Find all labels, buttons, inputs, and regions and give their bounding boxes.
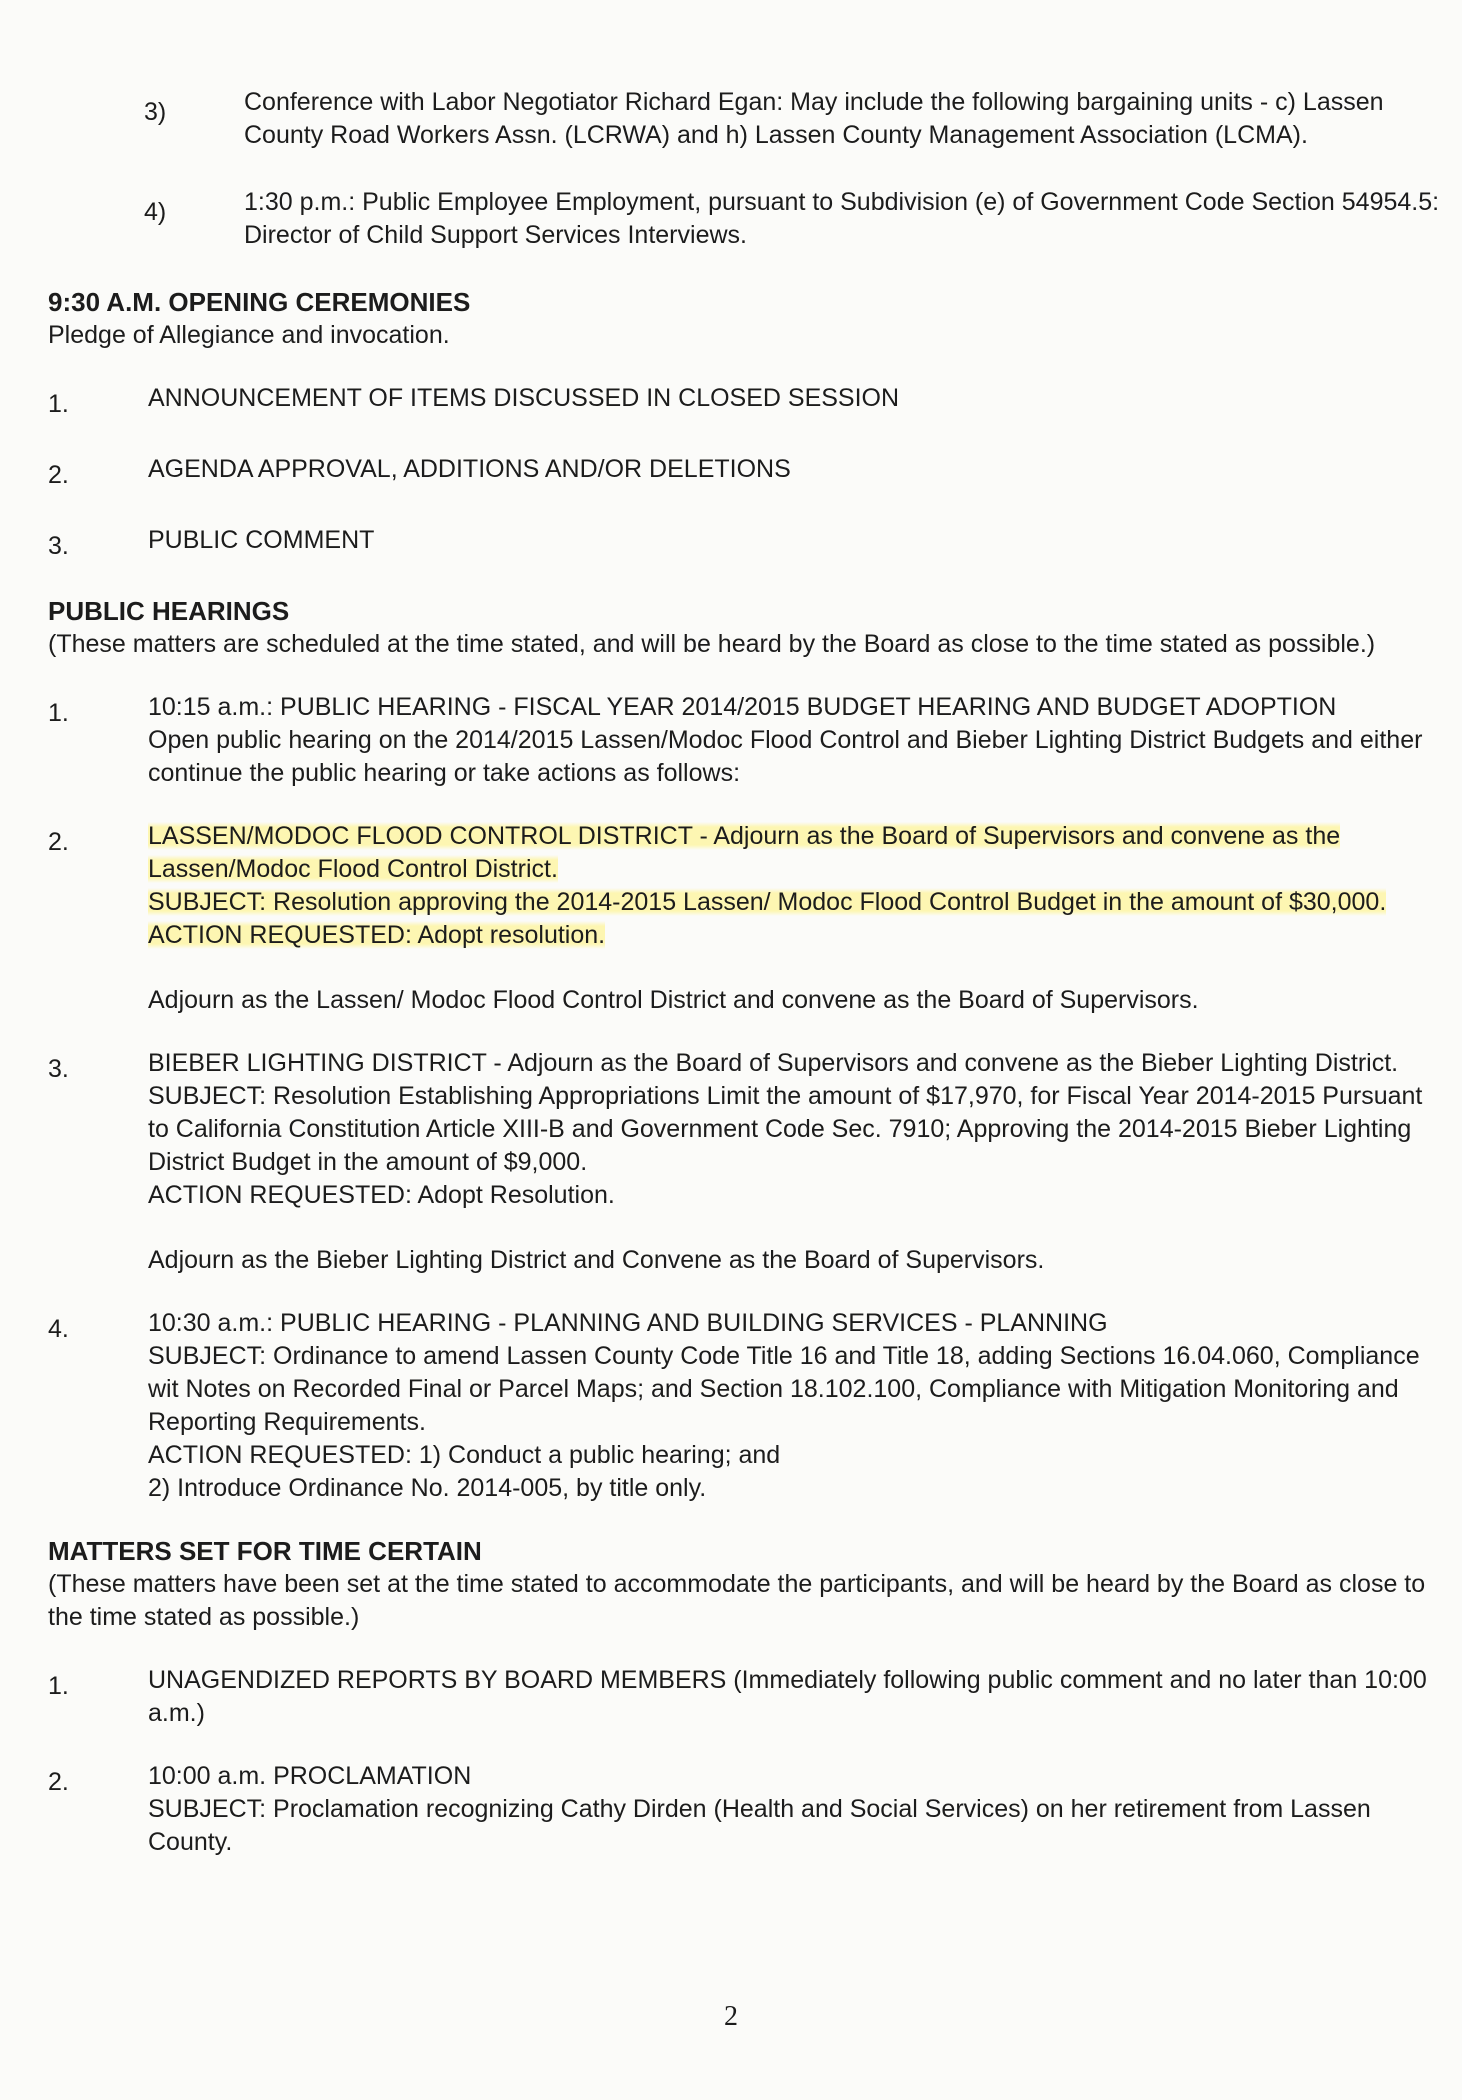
closed-session-list [48,86,1440,252]
item-line [148,724,1440,790]
item-text: Conference with Labor Negotiator Richard Egan: May include the following bargaining units - c) Lassen County Road Workers Assn. (LCRWA) and h) Lassen County Management Association (LCMA). [244,88,1384,149]
agenda-item [48,1760,1440,1859]
item-line-text: SUBJECT: Resolution approving the 2014-2015 Lassen/ Modoc Flood Control Budget in the amount of $30,000. [148,888,1387,916]
item-number: 1. [48,1672,69,1700]
opening-item [48,524,1440,563]
agenda-item [48,1047,1440,1277]
item-number: 1. [48,390,69,418]
opening-items-list [48,382,1440,563]
time-certain-list [48,1664,1440,1859]
time-certain-heading: MATTERS SET FOR TIME CERTAIN [48,1536,482,1566]
item-body [148,820,1440,1017]
item-text: 1:30 p.m.: Public Employee Employment, pursuant to Subdivision (e) of Government Code Section 54954.5: Director of Child Support Services Interviews. [244,188,1440,249]
item-line [148,691,1440,724]
opening-ceremonies-text: Pledge of Allegiance and invocation. [48,321,450,349]
page-number: 2 [724,2001,738,2032]
item-line-text: 2) Introduce Ordinance No. 2014-005, by title only. [148,1474,707,1502]
item-line-text: BIEBER LIGHTING DISTRICT - Adjourn as the Board of Supervisors and convene as the Bieber Lighting District. [148,1049,1399,1077]
adjourn-text: Adjourn as the Bieber Lighting District and Convene as the Board of Supervisors. [148,1246,1045,1274]
item-number: 4) [144,198,167,226]
public-hearings-heading: PUBLIC HEARINGS [48,596,290,626]
item-number: 3. [48,1055,69,1083]
agenda-item [48,1307,1440,1505]
opening-item [48,382,1440,421]
item-line-text: SUBJECT: Ordinance to amend Lassen County Code Title 16 and Title 18, adding Sections 16.04.060, Compliance wit Notes on Recorded Final or Parcel Maps; and Section 18.102.100, Compliance with Mitigation Monitoring and Reporting Requirements. [148,1342,1420,1436]
item-number: 3. [48,532,69,560]
opening-ceremonies-heading: 9:30 A.M. OPENING CEREMONIES [48,287,471,317]
agenda-item [48,1664,1440,1730]
item-line [148,1080,1440,1179]
public-hearings-note: (These matters are scheduled at the time stated, and will be heard by the Board as close to the time stated as possible.) [48,630,1376,658]
item-body [148,1047,1440,1277]
agenda-item [48,820,1440,1017]
item-line [148,1179,1440,1212]
adjourn-text: Adjourn as the Lassen/ Modoc Flood Control District and convene as the Board of Supervisors. [148,986,1199,1014]
item-number: 2. [48,461,69,489]
closed-session-item [144,86,1440,152]
item-line-text: 10:15 a.m.: PUBLIC HEARING - FISCAL YEAR 2014/2015 BUDGET HEARING AND BUDGET ADOPTION [148,693,1337,721]
item-line [148,1340,1440,1439]
item-line-text: ACTION REQUESTED: 1) Conduct a public hearing; and [148,1441,781,1469]
item-line [148,1760,1440,1793]
closed-session-item [144,186,1440,252]
item-line-text: Open public hearing on the 2014/2015 Lassen/Modoc Flood Control and Bieber Lighting District Budgets and either continue the public hearing or take actions as follows: [148,726,1423,787]
item-line-text: UNAGENDIZED REPORTS BY BOARD MEMBERS (Immediately following public comment and no later than 10:00 a.m.) [148,1666,1427,1727]
item-number: 2. [48,828,69,856]
item-body [148,1664,1440,1730]
item-line [148,886,1440,919]
public-hearings-list [48,691,1440,1505]
item-line-text: ACTION REQUESTED: Adopt resolution. [148,921,606,949]
agenda-item [48,691,1440,790]
time-certain-note: (These matters have been set at the time stated to accommodate the participants, and will be heard by the Board as close to the time stated as possible.) [48,1570,1426,1631]
item-line [148,1472,1440,1505]
item-number: 3) [144,98,167,126]
item-line-text: ACTION REQUESTED: Adopt Resolution. [148,1181,615,1209]
item-line [148,1664,1440,1730]
item-line [148,820,1440,886]
item-line-text: SUBJECT: Resolution Establishing Appropriations Limit the amount of $17,970, for Fiscal Year 2014-2015 Pursuant to California Constitution Article XIII-B and Government Code Sec. 7910; Approving the 2014-2015 Bieber Lighting District Budget in the amount of $9,000. [148,1082,1423,1176]
opening-item [48,453,1440,492]
item-line [148,1047,1440,1080]
item-number: 2. [48,1768,69,1796]
item-line-text: 10:30 a.m.: PUBLIC HEARING - PLANNING AND BUILDING SERVICES - PLANNING [148,1309,1108,1337]
item-text: AGENDA APPROVAL, ADDITIONS AND/OR DELETIONS [148,455,791,483]
item-line-text: 10:00 a.m. PROCLAMATION [148,1762,472,1790]
item-line [148,1307,1440,1340]
item-line [148,1439,1440,1472]
item-body [148,1760,1440,1859]
item-number: 4. [48,1315,69,1343]
item-body [148,1307,1440,1505]
item-number: 1. [48,699,69,727]
item-body [148,691,1440,790]
item-text: ANNOUNCEMENT OF ITEMS DISCUSSED IN CLOSED SESSION [148,384,900,412]
item-line-text: SUBJECT: Proclamation recognizing Cathy Dirden (Health and Social Services) on her retirement from Lassen County. [148,1795,1371,1856]
item-line [148,919,1440,952]
item-line-text: LASSEN/MODOC FLOOD CONTROL DISTRICT - Adjourn as the Board of Supervisors and convene as the Lassen/Modoc Flood Control District. [148,822,1341,883]
item-text: PUBLIC COMMENT [148,526,375,554]
item-line [148,1793,1440,1859]
